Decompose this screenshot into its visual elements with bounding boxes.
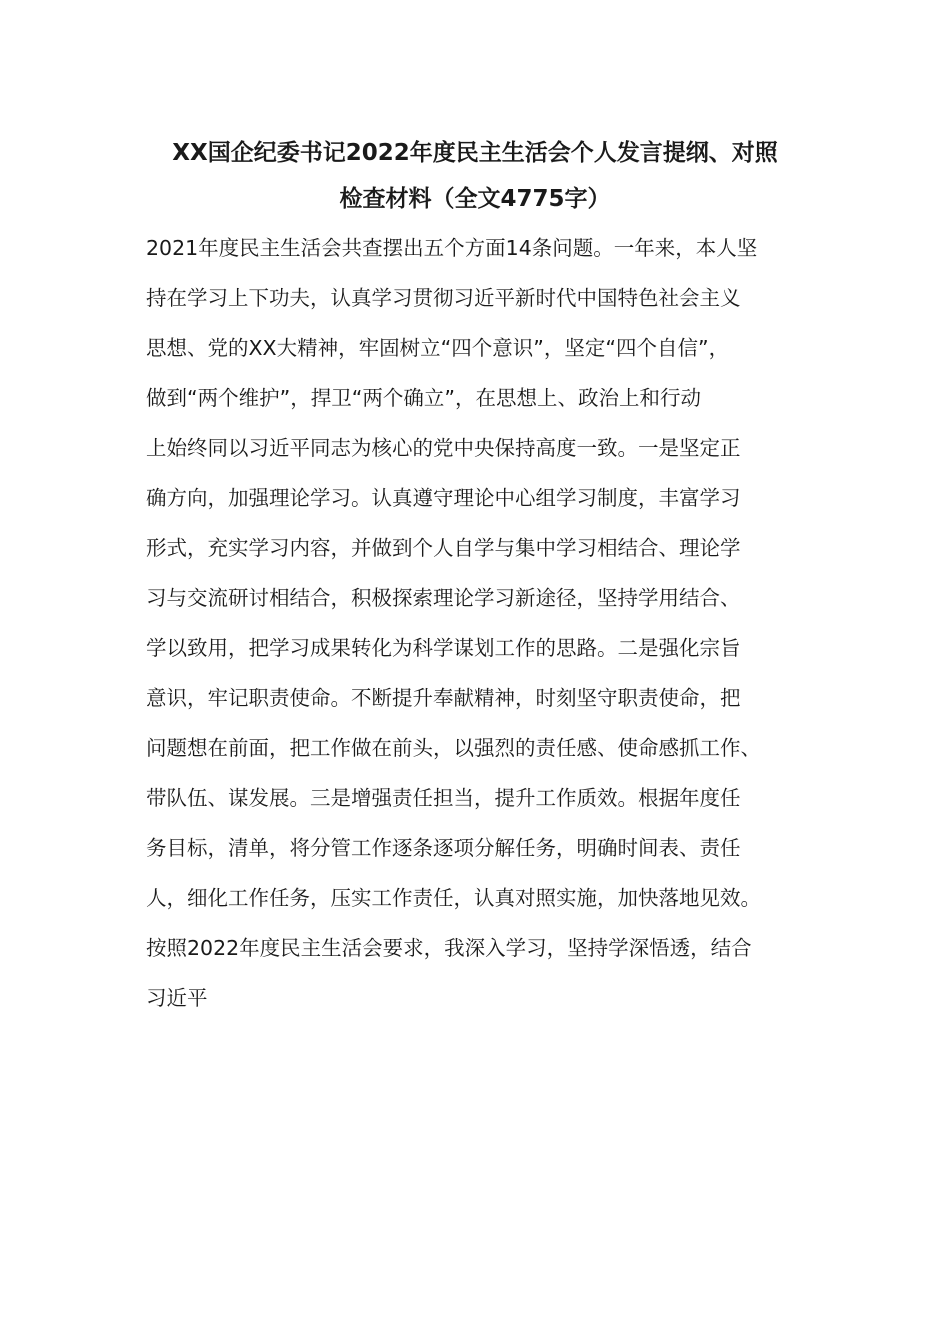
body-line: 按照2022年度民主生活会要求，我深入学习，坚持学深悟透，结合 xyxy=(146,936,752,960)
body-line: 2021年度民主生活会共查摆出五个方面14条问题。一年来，本人坚 xyxy=(146,236,758,260)
body-line: 上始终同以习近平同志为核心的党中央保持高度一致。一是坚定正 xyxy=(146,436,741,460)
body-line: 意识，牢记职责使命。不断提升奉献精神，时刻坚守职责使命，把 xyxy=(146,686,741,710)
body-line: 确方向，加强理论学习。认真遵守理论中心组学习制度，丰富学习 xyxy=(146,486,741,510)
body-line: 持在学习上下功夫，认真学习贯彻习近平新时代中国特色社会主义 xyxy=(146,286,741,310)
body-line: 带队伍、谋发展。三是增强责任担当，提升工作质效。根据年度任 xyxy=(146,786,741,810)
document-title-line-1: XX国企纪委书记2022年度民主生活会个人发言提纲、对照 xyxy=(172,140,778,166)
body-line: 思想、党的XX大精神，牢固树立“四个意识”，坚定“四个自信”， xyxy=(146,336,730,360)
body-line: 习近平 xyxy=(146,986,208,1010)
body-line: 学以致用，把学习成果转化为科学谋划工作的思路。二是强化宗旨 xyxy=(146,636,741,660)
body-line: 人，细化工作任务，压实工作责任，认真对照实施，加快落地见效。 xyxy=(146,886,761,910)
document-title-line-2: 检查材料（全文4775字） xyxy=(339,186,611,212)
body-line: 做到“两个维护”，捍卫“两个确立”，在思想上、政治上和行动 xyxy=(146,386,701,410)
body-line: 习与交流研讨相结合，积极探索理论学习新途径，坚持学用结合、 xyxy=(146,586,741,610)
body-line: 问题想在前面，把工作做在前头，以强烈的责任感、使命感抓工作、 xyxy=(146,736,761,760)
body-line: 务目标，清单，将分管工作逐条逐项分解任务，明确时间表、责任 xyxy=(146,836,741,860)
body-line: 形式，充实学习内容，并做到个人自学与集中学习相结合、理论学 xyxy=(146,536,741,560)
